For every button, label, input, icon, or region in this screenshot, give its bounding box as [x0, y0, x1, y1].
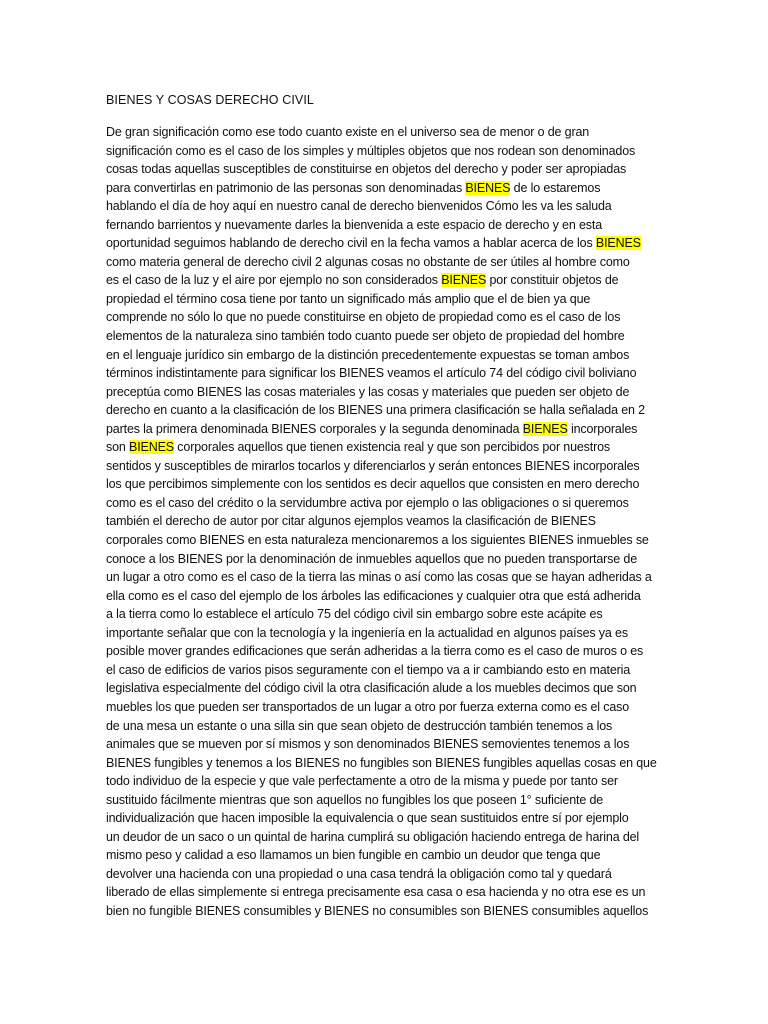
text-line — [106, 661, 666, 680]
text-segment: importante señalar que con la tecnología y la ingeniería en la actualidad en algunos países ya es — [106, 625, 628, 640]
text-segment: cosas todas aquellas susceptibles de constituirse en objetos del derecho y poder ser apropiadas — [106, 162, 627, 177]
text-segment: los que percibimos simplemente con los sentidos es decir aquellos que consisten en mero derecho — [106, 477, 640, 492]
text-segment: un deudor de un saco o un quintal de harina cumplirá su obligación haciendo entrega de harina del — [106, 829, 640, 844]
text-segment: muebles los que pueden ser transportados de un lugar a otro por fuerza externa como es el caso — [106, 699, 630, 714]
text-segment: de lo estaremos — [510, 180, 601, 195]
document-body — [106, 123, 666, 921]
text-segment: hablando el día de hoy aquí en nuestro canal de derecho bienvenidos Cómo les va les saluda — [106, 199, 612, 214]
text-segment: liberado de ellas simplemente si entrega precisamente esa casa o esa hacienda y no otra ese es un — [106, 885, 646, 900]
text-line — [106, 717, 666, 736]
text-segment: de una mesa un estante o una silla sin que sean objeto de destrucción también tenemos a los — [106, 718, 613, 733]
text-line — [106, 420, 666, 439]
text-line — [106, 754, 666, 773]
text-line — [106, 512, 666, 531]
text-line — [106, 531, 666, 550]
text-segment: como materia general de derecho civil 2 algunas cosas no obstante de ser útiles al hombre como — [106, 254, 630, 269]
text-line — [106, 197, 666, 216]
text-line — [106, 624, 666, 643]
highlighted-term: BIENES — [465, 180, 511, 195]
text-segment: como es el caso del crédito o la servidumbre activa por ejemplo o las obligaciones o si queremos — [106, 495, 629, 510]
highlighted-term: BIENES — [595, 236, 641, 251]
text-line — [106, 642, 666, 661]
text-line — [106, 902, 666, 921]
text-segment: es el caso de la luz y el aire por ejemplo no son considerados — [106, 273, 442, 288]
text-segment: corporales como BIENES en esta naturaleza mencionaremos a los siguientes BIENES inmuebles se — [106, 533, 649, 548]
text-line — [106, 253, 666, 272]
text-segment: un lugar a otro como es el caso de la tierra las minas o así como las cosas que se hayan adheridas a — [106, 570, 652, 585]
text-line — [106, 160, 666, 179]
text-segment: son — [106, 440, 130, 455]
text-line — [106, 142, 666, 161]
text-segment: posible mover grandes edificaciones que serán adheridas a la tierra como es el caso de muros o es — [106, 644, 644, 659]
text-segment: legislativa especialmente del código civil la otra clasificación alude a los muebles decimos que son — [106, 681, 637, 696]
text-segment: preceptúa como BIENES las cosas materiales y las cosas y materiales que pueden ser objeto de — [106, 384, 630, 399]
text-segment: también el derecho de autor por citar algunos ejemplos veamos la clasificación de BIENES — [106, 514, 596, 529]
text-segment: corporales aquellos que tienen existencia real y que son percibidos por nuestros — [173, 440, 611, 455]
text-segment: a la tierra como lo establece el artículo 75 del código civil sin embargo sobre este acápite es — [106, 607, 603, 622]
text-segment: derecho en cuanto a la clasificación de los BIENES una primera clasificación se halla señalada en 2 — [106, 403, 645, 418]
text-segment: comprende no sólo lo que no puede constituirse en objeto de propiedad como es el caso de los — [106, 310, 621, 325]
text-segment: el caso de edificios de varios pisos seguramente con el tiempo va a ir cambiando esto en materia — [106, 662, 631, 677]
text-segment: oportunidad seguimos hablando de derecho civil en la fecha vamos a hablar acerca de los — [106, 236, 596, 251]
text-segment: partes la primera denominada BIENES corporales y la segunda denominada — [106, 421, 523, 436]
text-segment: fernando barrientos y nuevamente darles la bienvenida a este espacio de derecho y en esta — [106, 217, 603, 232]
text-segment: ella como es el caso del ejemplo de los árboles las edificaciones y cualquier otra que está adherida — [106, 588, 641, 603]
text-line — [106, 475, 666, 494]
highlighted-term: BIENES — [129, 440, 174, 455]
text-segment: por constituir objetos de — [486, 273, 619, 288]
text-segment: sustituido fácilmente mientras que son aquellos no fungibles los que poseen 1° suficiente de — [106, 792, 604, 807]
text-line — [106, 605, 666, 624]
text-segment: incorporales — [567, 421, 638, 436]
text-line — [106, 457, 666, 476]
text-segment: De gran significación como ese todo cuanto existe en el universo sea de menor o de gran — [106, 125, 590, 139]
text-line — [106, 791, 666, 810]
text-line — [106, 401, 666, 420]
text-line — [106, 587, 666, 606]
text-segment: significación como es el caso de los simples y múltiples objetos que nos rodean son denominados — [106, 143, 636, 158]
document-title: BIENES Y COSAS DERECHO CIVIL — [106, 93, 314, 107]
text-line — [106, 883, 666, 902]
text-line — [106, 809, 666, 828]
text-line — [106, 772, 666, 791]
text-line — [106, 679, 666, 698]
text-line — [106, 364, 666, 383]
text-segment: para convertirlas en patrimonio de las personas son denominadas — [106, 180, 466, 195]
text-segment: mismo peso y calidad a eso llamamos un bien fungible en cambio un deudor que tenga que — [106, 848, 601, 863]
text-line — [106, 383, 666, 402]
text-line — [106, 327, 666, 346]
text-line — [106, 438, 666, 457]
text-line — [106, 865, 666, 884]
highlighted-term: BIENES — [522, 421, 568, 436]
text-segment: todo individuo de la especie y que vale perfectamente a otro de la misma y puede por tanto ser — [106, 774, 618, 789]
text-segment: BIENES fungibles y tenemos a los BIENES no fungibles son BIENES fungibles aquellas cosas en que — [106, 755, 657, 770]
text-segment: devolver una hacienda con una propiedad o una casa tendrá la obligación como tal y quedará — [106, 866, 612, 881]
text-line — [106, 550, 666, 569]
text-segment: términos indistintamente para significar los BIENES veamos el artículo 74 del código civil boliviano — [106, 366, 637, 381]
text-line — [106, 568, 666, 587]
text-line — [106, 846, 666, 865]
text-line — [106, 179, 666, 198]
text-segment: individualización que hacen imposible la equivalencia o que sean sustituidos entre sí por ejemplo — [106, 811, 629, 826]
text-line — [106, 216, 666, 235]
highlighted-term: BIENES — [441, 273, 487, 288]
text-segment: animales que se mueven por sí mismos y son denominados BIENES semovientes tenemos a los — [106, 737, 630, 752]
text-line — [106, 271, 666, 290]
text-line — [106, 494, 666, 513]
text-line — [106, 234, 666, 253]
text-line — [106, 308, 666, 327]
text-segment: elementos de la naturaleza sino también todo cuanto puede ser objeto de propiedad del hombre — [106, 329, 625, 344]
text-line — [106, 290, 666, 309]
text-segment: bien no fungible BIENES consumibles y BIENES no consumibles son BIENES consumibles aquellos — [106, 903, 649, 918]
text-line — [106, 735, 666, 754]
text-segment: sentidos y susceptibles de mirarlos tocarlos y diferenciarlos y serán entonces BIENES incorporales — [106, 458, 640, 473]
text-line — [106, 123, 666, 142]
text-segment: en el lenguaje jurídico sin embargo de la distinción precedentemente expuestas se toman ambos — [106, 347, 630, 362]
text-segment: conoce a los BIENES por la denominación de inmuebles aquellos que no pueden transportarse de — [106, 551, 638, 566]
text-line — [106, 346, 666, 365]
text-line — [106, 828, 666, 847]
text-segment: propiedad el término cosa tiene por tanto un significado más amplio que el de bien ya que — [106, 291, 591, 306]
text-line — [106, 698, 666, 717]
